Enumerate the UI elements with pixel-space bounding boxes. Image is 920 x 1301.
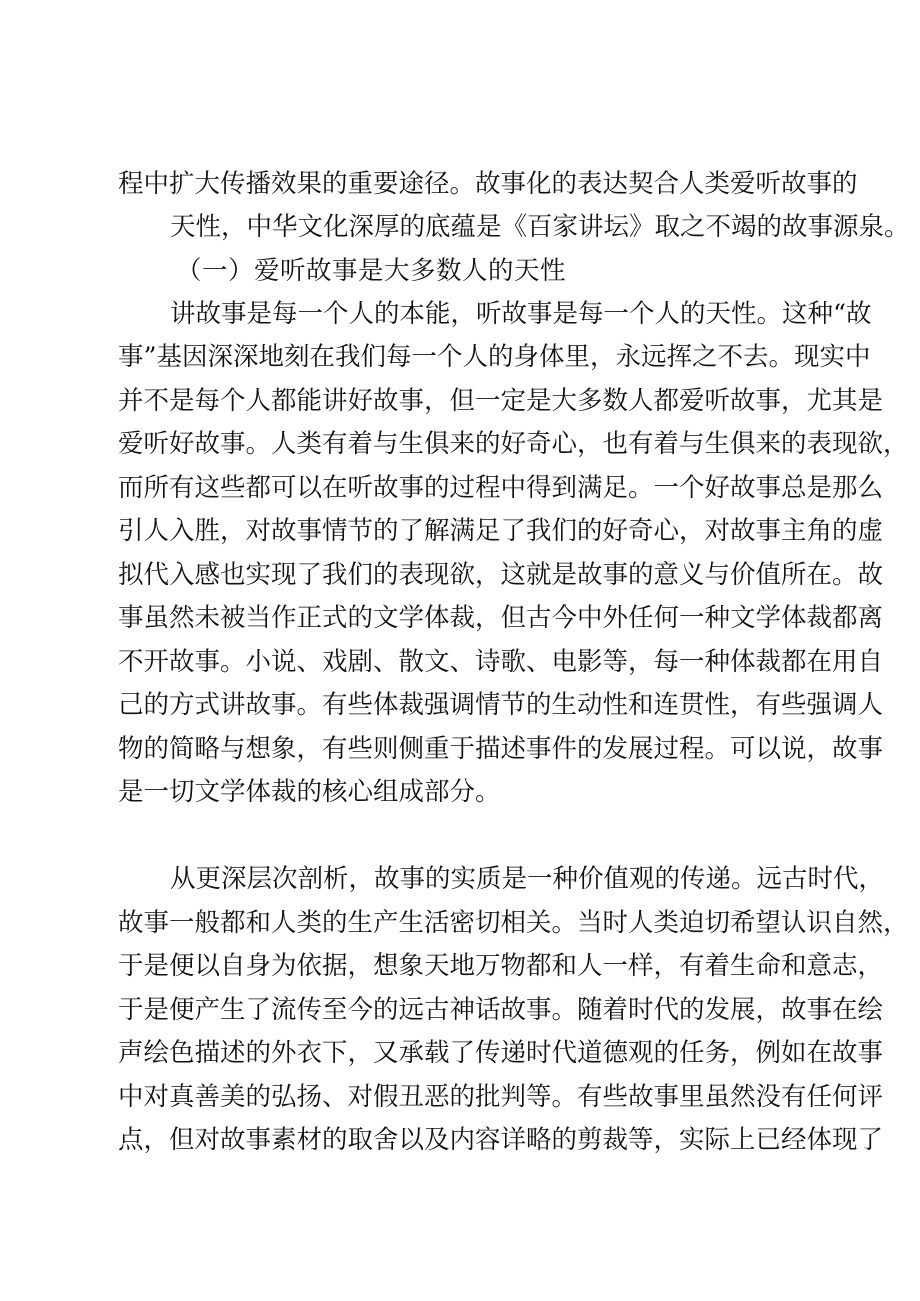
- text-line: 中对真善美的弘扬、对假丑恶的批判等。有些故事里虽然没有任何评: [118, 1082, 884, 1112]
- text-line: 物的简略与想象，有些则侧重于描述事件的发展过程。可以说，故事: [118, 734, 884, 764]
- text-line: 声绘色描述的外衣下，又承载了传递时代道德观的任务，例如在故事: [118, 1038, 884, 1068]
- text-line: 天性，中华文化深厚的底蕴是《百家讲坛》取之不竭的故事源泉。: [170, 212, 910, 242]
- text-line: 引人入胜，对故事情节的了解满足了我们的好奇心，对故事主角的虚: [118, 516, 884, 546]
- text-line: 而所有这些都可以在听故事的过程中得到满足。一个好故事总是那么: [118, 473, 884, 503]
- text-line: 点，但对故事素材的取舍以及内容详略的剪裁等，实际上已经体现了: [118, 1125, 884, 1155]
- text-line: 爱听好故事。人类有着与生俱来的好奇心，也有着与生俱来的表现欲，: [118, 429, 909, 459]
- text-line: 从更深层次剖析，故事的实质是一种价值观的传递。远古时代，: [170, 864, 885, 894]
- text-line: 讲故事是每一个人的本能，听故事是每一个人的天性。这种“故: [170, 299, 872, 329]
- text-line: 程中扩大传播效果的重要途径。故事化的表达契合人类爱听故事的: [118, 169, 858, 199]
- text-line: 不开故事。小说、戏剧、散文、诗歌、电影等，每一种体裁都在用自: [118, 647, 884, 677]
- section-heading: （一）爱听故事是大多数人的天性: [176, 256, 567, 286]
- text-line: 于是便产生了流传至今的远古神话故事。随着时代的发展，故事在绘: [118, 995, 884, 1025]
- text-line: 于是便以自身为依据，想象天地万物都和人一样，有着生命和意志，: [118, 951, 884, 981]
- text-line: 是一切文学体裁的核心组成部分。: [118, 777, 501, 807]
- text-line: 并不是每个人都能讲好故事，但一定是大多数人都爱听故事，尤其是: [118, 386, 884, 416]
- text-line: 己的方式讲故事。有些体裁强调情节的生动性和连贯性，有些强调人: [118, 690, 884, 720]
- text-line: 事虽然未被当作正式的文学体裁，但古今中外任何一种文学体裁都离: [118, 603, 884, 633]
- text-line: 拟代入感也实现了我们的表现欲，这就是故事的意义与价值所在。故: [118, 560, 884, 590]
- text-line: 故事一般都和人类的生产生活密切相关。当时人类迫切希望认识自然，: [118, 908, 909, 938]
- text-line: 事”基因深深地刻在我们每一个人的身体里，永远挥之不去。现实中: [118, 342, 871, 372]
